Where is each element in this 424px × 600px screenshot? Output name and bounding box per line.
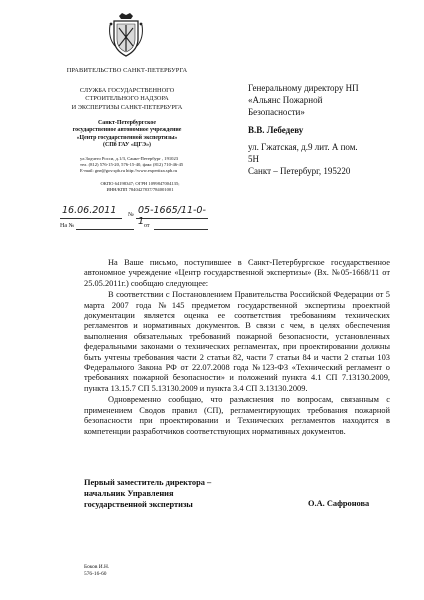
outgoing-date: 16.06.2011	[62, 205, 117, 216]
outgoing-number: 05-1665/11-0-1	[138, 205, 206, 227]
st-petersburg-coat-of-arms-icon	[107, 12, 145, 58]
addressee-name: В.В. Лебедеву	[248, 125, 304, 135]
registration-codes: ОКПО 64198347; ОГРН 1099847004135; ИНН/КПП 7840427837/784001001	[100, 181, 180, 192]
reference-line	[60, 223, 208, 233]
reference-date-label: от	[144, 223, 150, 229]
agency-name: СЛУЖБА ГОСУДАРСТВЕННОГО СТРОИТЕЛЬНОГО НАДЗОРА И ЭКСПЕРТИЗЫ САНКТ-ПЕТЕРБУРГА	[71, 87, 183, 111]
executor-name: Боков И.Н.	[84, 564, 110, 570]
signer-position: Первый заместитель директора – начальник Управления государственной экспертизы	[84, 478, 212, 509]
addressee-title: Генеральному директору НП «Альянс Пожарной Безопасности»	[248, 83, 359, 117]
government-title: ПРАВИТЕЛЬСТВО САНКТ-ПЕТЕРБУРГА	[66, 67, 188, 74]
letter-body	[84, 258, 390, 438]
body-paragraph: Одновременно сообщаю, что разъяснения по вопросам, связанным с применением Сводов правил (СП), регламентирующих требования пожарной безопасности при проектировании и Технических регламентов находится в компетенции разработчиков соответствующих нормативных документов.	[84, 395, 390, 436]
outgoing-number-label: №	[128, 212, 134, 218]
institution-name: Санкт-Петербургское государственное автономное учреждение «Центр государственной экспертизы» (СПб ГАУ «ЦГЭ»)	[72, 120, 182, 149]
signer-name: О.А. Сафронова	[308, 499, 370, 508]
executor-phone: 576-16-60	[84, 571, 107, 577]
addressee-address: ул. Гжатская, д.9 лит. А пом. 5Н Санкт – Петербург, 195220	[248, 142, 358, 176]
institution-contacts: ул.Зодчего Росси, д.1/3, Санкт-Петербург , 191023 тел. (812) 576-15-20, 576-15-40, факс (812) 710-46-45 E-mail: gne@gov.spb.ru http://www.expertiza.spb.ru	[80, 156, 184, 173]
body-paragraph: На Ваше письмо, поступившее в Санкт-Петербургское государственное автономное учреждение «Центр государственной экспертизы» (Вх. №05-1668/11 от 25.05.2011г.) сообщаю следующее:	[84, 258, 390, 288]
executor-info	[84, 564, 109, 578]
reference-number-label: На №	[60, 223, 75, 229]
body-paragraph: В соответствии с Постановлением Правительства Российской Федерации от 5 марта 2007 года №145 предметом государственной экспертизы проектной документации является оценка ее соответствия требованиям технических регламентов и нормативных документов. В связи с чем, в целях обеспечения выполнения обязательных требований пожарной безопасности, установленных федеральными законами о технических регламентах, при проектировании должны быть учтены требования части 2 статьи 82, части 7 статьи 84 и части 2 статьи 103 Федерального Закона РФ от 22.07.2008 года №123-ФЗ «Технический регламент о требованиях пожарной безопасности» и положений пункта 4.1 СП 7.13130.2009, пункта 13.15.7 СП 5.13130.2009 и пункта 3.4 СП 3.13130.2009.	[84, 290, 390, 393]
